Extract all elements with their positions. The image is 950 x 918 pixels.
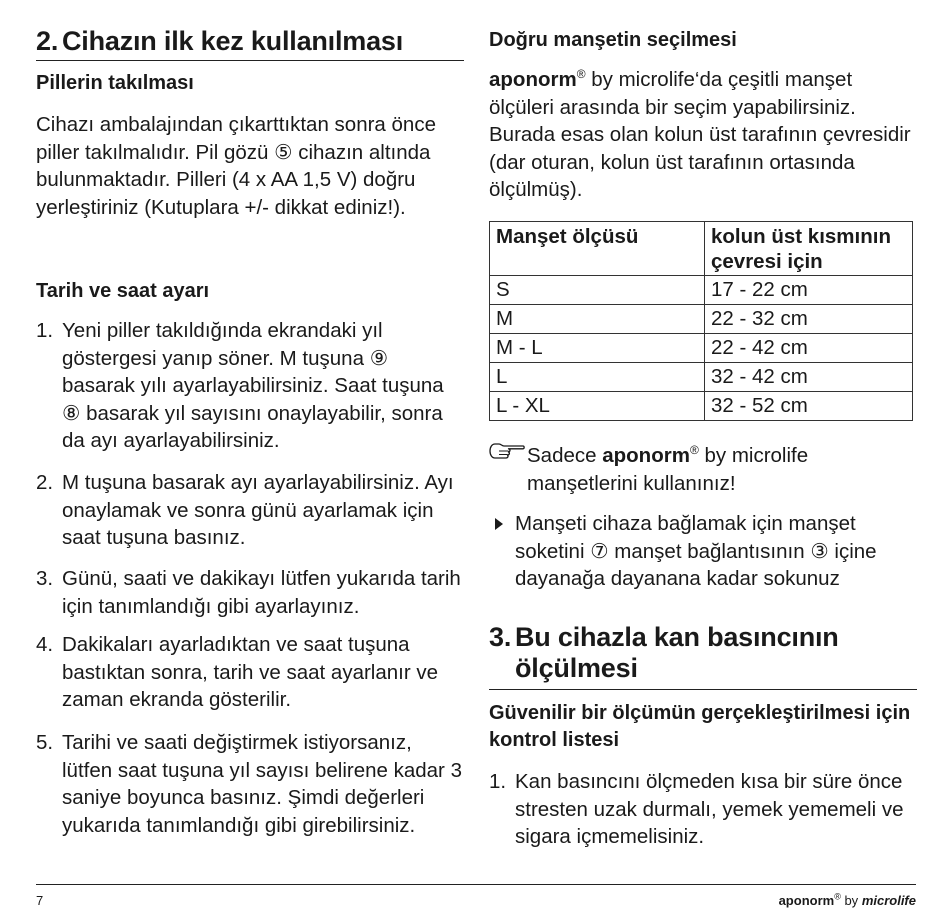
step-text: Manşeti cihaza bağlamak için manşet soketini <box>515 512 856 563</box>
list-item <box>36 631 464 714</box>
footer-rule <box>36 884 916 885</box>
list-item <box>36 565 464 620</box>
table-cell: 32 - 42 cm <box>705 363 913 392</box>
table-row <box>490 334 913 363</box>
heading-rule <box>36 60 464 61</box>
table-cell: M <box>490 305 705 334</box>
heading-rule <box>489 689 917 690</box>
footer-brand <box>779 893 916 908</box>
list-number: 1. <box>489 770 507 793</box>
registered-mark: ® <box>576 67 586 82</box>
section-number: 2. <box>36 26 59 56</box>
brand-name: aponorm <box>778 893 835 908</box>
column-header: Manşet ölçüsü <box>490 222 705 276</box>
section-number: 3. <box>489 622 512 652</box>
reference-number: ⑦ <box>590 539 609 563</box>
table-row <box>490 276 913 305</box>
list-number: 5. <box>36 731 54 754</box>
table-header-row <box>490 222 913 276</box>
pointing-hand-icon <box>489 440 525 464</box>
list-number: 1. <box>36 319 54 342</box>
list-text: basarak yıl sayısını onaylayabilir, sonra da ayı ayarlayabilirsiniz. <box>62 401 443 452</box>
cuff-paragraph <box>489 66 917 204</box>
batteries-text-1: Cihazı ambalajından çıkarttıktan sonra önce piller takılmalıdır. Pil gözü <box>36 113 436 164</box>
section-3-heading <box>489 622 917 684</box>
microlife-logo: microlife <box>861 893 916 908</box>
table-row <box>490 305 913 334</box>
list-item <box>36 729 464 839</box>
batteries-text-2: cihazın altında bulunmaktadır. Pilleri (4 x AA 1,5 V) doğru yerleştiriniz (Kutuplara +/- dikkat ediniz!). <box>36 140 431 219</box>
page-number: 7 <box>36 893 44 908</box>
checklist-heading: Güvenilir bir ölçümün gerçekleştirilmesi için kontrol listesi <box>489 702 911 751</box>
connect-instruction <box>489 510 917 593</box>
list-number: 4. <box>36 633 54 656</box>
reference-number: ③ <box>810 539 829 563</box>
list-text: basarak yılı ayarlayabilirsiniz. Saat tuşuna <box>62 374 444 397</box>
cuff-text: by microlife‘da çeşitli manşet ölçüleri arasında bir seçim yapabilirsiniz. Burada esas olan kolun üst tarafının çevresidir (dar oturan, kolun üst tarafının ortasında ölçülmüş). <box>489 68 911 201</box>
list-item <box>489 768 917 851</box>
reference-number: ⑧ <box>62 401 81 425</box>
list-item <box>36 317 464 455</box>
note-text: by microlife manşetlerini kullanınız! <box>527 444 809 495</box>
list-text: Kan basıncını ölçmeden kısa bir süre önce stresten uzak durmalı, yemek yememeli ve sigara içmemelisiniz. <box>515 770 904 848</box>
table-cell: 17 - 22 cm <box>705 276 913 305</box>
table-cell: 22 - 42 cm <box>705 334 913 363</box>
registered-mark: ® <box>834 891 841 902</box>
list-text: Tarihi ve saati değiştirmek istiyorsanız, lütfen saat tuşuna yıl sayısı belirene kadar 3 saniye boyunca basınız. Şimdi değerleri yukarıda tanımlandığı gibi girebilirsiniz. <box>62 731 462 837</box>
table-cell: L - XL <box>490 392 705 421</box>
batteries-paragraph <box>36 111 464 221</box>
section-2-heading <box>36 26 464 57</box>
list-text: Yeni piller takıldığında ekrandaki yıl göstergesi yanıp söner. M tuşuna <box>62 319 383 370</box>
triangle-bullet-icon <box>495 518 503 530</box>
datetime-heading: Tarih ve saat ayarı <box>36 280 210 302</box>
registered-mark: ® <box>689 443 699 458</box>
column-header: kolun üst kısmının çevresi için <box>705 222 913 276</box>
step-text: içine dayanağa dayanana kadar sokunuz <box>515 539 877 590</box>
section-title: Bu cihazla kan basıncının ölçülmesi <box>515 622 839 683</box>
list-text: M tuşuna basarak ayı ayarlayabilirsiniz. Ayı onaylamak ve sonra günü ayarlamak için saat tuşuna basınız. <box>62 471 454 549</box>
table-cell: 32 - 52 cm <box>705 392 913 421</box>
batteries-heading: Pillerin takılması <box>36 72 194 94</box>
brand-name: aponorm <box>602 444 690 467</box>
list-text: Dakikaları ayarladıktan ve saat tuşuna bastıktan sonra, tarih ve saat ayarlanır ve zaman ekranda gösterilir. <box>62 633 439 711</box>
list-text: Günü, saati ve dakikayı lütfen yukarıda tarih için tanımlandığı gibi ayarlayınız. <box>62 567 461 618</box>
reference-number: ⑤ <box>274 140 293 164</box>
note-text: Sadece <box>527 444 603 467</box>
list-number: 3. <box>36 567 54 590</box>
table-row <box>490 392 913 421</box>
table-cell: L <box>490 363 705 392</box>
list-item <box>36 469 464 552</box>
table-cell: S <box>490 276 705 305</box>
cuff-size-table <box>489 221 913 421</box>
list-number: 2. <box>36 471 54 494</box>
cuff-note <box>489 442 917 497</box>
table-row <box>490 363 913 392</box>
cuff-heading: Doğru manşetin seçilmesi <box>489 29 737 51</box>
brand-by: by <box>840 893 862 908</box>
brand-name: aponorm <box>489 68 577 91</box>
reference-number: ⑨ <box>369 346 389 370</box>
table-cell: M - L <box>490 334 705 363</box>
section-title: Cihazın ilk kez kullanılması <box>62 26 404 56</box>
table-cell: 22 - 32 cm <box>705 305 913 334</box>
step-text: manşet bağlantısının <box>608 539 811 563</box>
